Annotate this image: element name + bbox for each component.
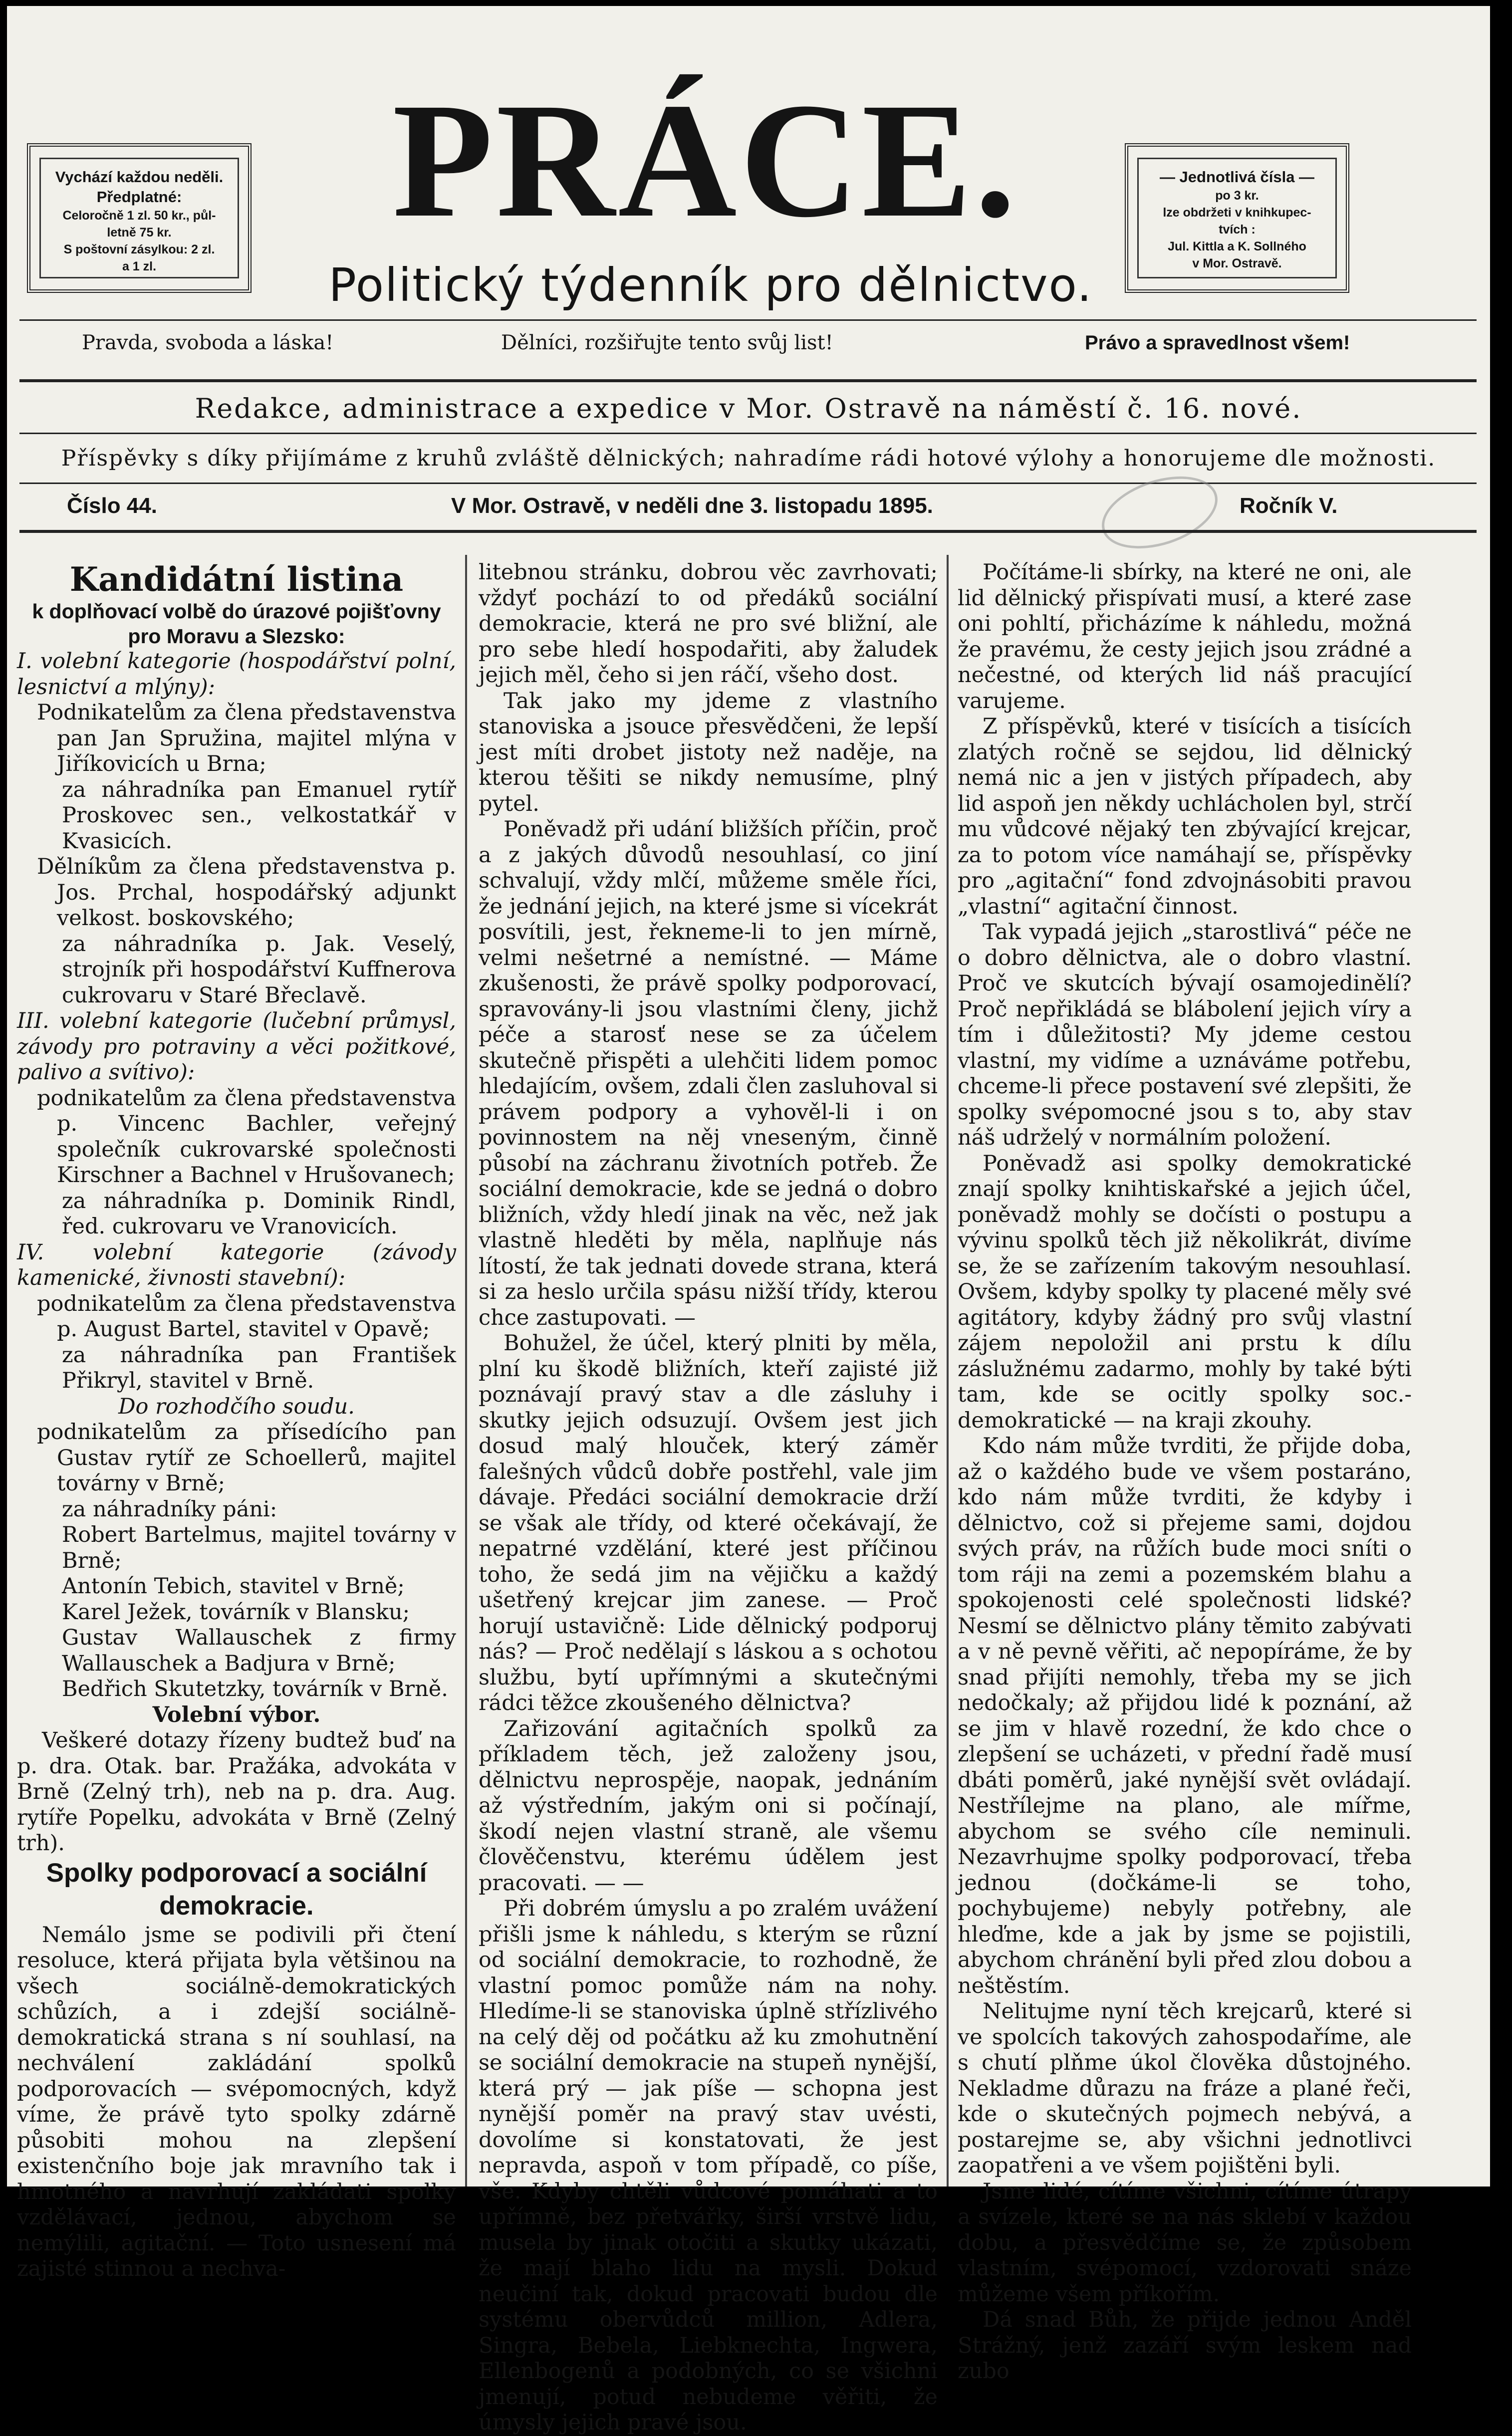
single-issue-line: po 3 kr. [1215,189,1259,203]
single-issue-line: lze obdržeti v knihkupec- [1163,206,1311,220]
category-title: I. volební kategorie (hospodářství polní, lesnictví a mlýny): [17,649,456,700]
subscription-box [27,143,252,293]
candidate-entry: Podnikatelům za člena představenstva pan Jan Spružina, majitel mlýna v Jiříkovicích u Brna; [37,700,456,776]
candidate-entry: za náhradníky páni: [62,1496,277,1522]
contact-note: Veškeré dotazy řízeny budtež buď na p. dra. Otak. bar. Pražáka, advokáta v Brně (Zelný trh), neb na p. dra. Aug. rytíře Popelku, advokáta v Brně (Zelný trh). [17,1728,456,1856]
article-paragraph: Z příspěvků, které v tisících a tisících zlatých ročně se sejdou, lid dělnický nemá nic a jen v jistých případech, aby lid aspoň jen někdy uchlácholen byl, strčí mu vůdcové nějaký ten zbývající krejcar, za to potom více namáhají se, příspěvky pro „agitační“ fond zdvojnásobiti pravou „vlastní“ agitační činnost. [958,714,1412,919]
subscription-line: letně 75 kr. [107,226,172,240]
motto-left: Pravda, svoboda a láska! [82,331,334,354]
article-paragraph: Poněvadž asi spolky demokratické znají spolky knihtiskařské a jejich účel, poněvadž mohly se dočísti o postupu a vývinu spolků těch již několikrát, divíme se, že se zařízením takovým nesouhlasí. Ovšem, kdyby spolky ty placené měly své agitátory, kdyby žádný pro svůj vlastní zájem nepoložil ani prstu k dílu záslužnému zadarmo, mohly by také býti tam, kde se ocitly spolky soc.-demokratické — na kraji zkouhy. [958,1151,1412,1433]
article-paragraph: Tak vypadá jejich „starostlivá“ péče ne o dobro dělnictva, ale o dobro vlastní. Proč ve skutcích bývají osamojedinělí? Proč nepřikládá se blábolení jejich víry a tím i důležitosti? My jdeme cestou vlastní, my vidíme a uznáváme potřebu, chceme-li přece postavení své zlepšiti, že spolky svépomocné jsou s to, aby stav náš udrželý v normálním položení. [958,920,1412,1150]
library-stamp [1093,463,1227,562]
article-paragraph: Tak jako my jdeme z vlastního stanoviska a jsouce přesvědčeni, že lepší jest míti drobet jistoty než naděje, na kterou těšiti se nikdy nemusíme, plný pytel. [479,688,938,816]
article-paragraph: Při dobrém úmyslu a po zralém uvážení přišli jsme k náhledu, s kterým se různí od sociální demokracie, to rozhodně, že vlastní pomoc pomůže nám na nohy. Hledíme-li se stanoviska úplně střízlivého na celý děj od počátku až ku zmohutnění se sociální demokracie na stupeň nynější, která prý — jak píše — schopna jest nynější poměr na pravý stav uvésti, dovolíme si konstatovati, že jest nepravda, aspoň v tom případě, co píše, vše. Kdyby chtěli vůdcové pomáhati a to upřímně, bez přetvářky, širší vrstvě lidu, musela by jinak otočiti a skutky ukázati, že mají blaho lidu na mysli. Dokud neučiní tak, dokud pracovati budou dle systému obervůdců million, Adlera, Singra, Bebela, Liebknechta, Ingwera, Ellenbogenů a podobných, co se všichni jmenují, potud nebudeme věřiti, že úmysly jejich pravé jsou. [479,1896,938,2435]
candidate-list-heading: Kandidátní listina [69,560,404,599]
article-title: Spolky podporovací a sociální demokracie. [46,1858,427,1921]
article-paragraph: Bohužel, že účel, který plniti by měla, plní ku škodě bližních, kteří zajisté již poznávají pravý stav a dle zásluhy i skutky jejich odsuzují. Ovšem jest jich dosud malý hlouček, který záměr falešných vůdců dobře postřehl, vale jim dávaje. Předáci sociální demokracie drží se však ale třídy, od které očekávají, že nepatrné vzdělání, které jest příčinou toho, že sedá jim na vějičku a každý ušetřený krejcar jim zanese. — Proč horují ustavičně: Lide dělnický podporuj nás? — Proč nedělají s láskou a s ochotou službu, bytí upřímnými a skutečnými rádci těžce zkoušeného dělnictva? [479,1331,938,1715]
column-divider [465,555,467,2187]
candidate-entry: za náhradníka pan Emanuel rytíř Proskovec sen., velkostatkář v Kvasicích. [62,777,456,854]
category-title: III. volební kategorie (lučební průmysl, závody pro potraviny a věci požitkové, palivo a svítivo): [17,1008,456,1085]
single-issue-line: — Jednotlivá čísla — [1159,168,1315,186]
candidate-entry: Gustav Wallauschek z firmy Wallauschek a Badjura v Brně; [62,1625,456,1676]
issue-number: Číslo 44. [67,493,157,518]
column-1 [17,560,456,2282]
single-issue-line: v Mor. Ostravě. [1192,256,1282,270]
candidate-entry: Dělníkům za člena představenstva p. Jos. Prchal, hospodářský adjunkt velkost. boskovského; [37,854,456,931]
column-3 [958,560,1412,2385]
masthead-rule [19,530,1477,533]
editorial-address: Redakce, administrace a expedice v Mor. Ostravě na náměstí č. 16. nové. [195,393,1302,424]
motto-right: Právo a spravedlnost všem! [1085,332,1350,354]
candidate-entry: podnikatelům za člena představenstva p. Vincenc Bachler, veřejný společník cukrovarské společnosti Kirschner a Bachnel v Hrušovanech; [37,1085,456,1188]
candidate-entry: Robert Bartelmus, majitel továrny v Brně; [62,1522,456,1573]
subscription-line: S poštovní zásylkou: 2 zl. [63,243,215,256]
subscription-line: a 1 zl. [122,259,157,273]
article-paragraph: Kdo nám může tvrditi, že přijde doba, až o každého bude ve všem postaráno, kdo nám může tvrditi, že kdyby i dělnictvo, což si přejeme sami, dojdou svých práv, na růžích bude moci sníti o tom ráji na zemi a pozemském blahu a spokojenosti celé společnosti lidské? Nesmí se dělnictvo plány těmito zabývati a v ně pevně věřiti, ač nepopíráme, že by snad přijíti nemohly, třeba my se jich nedočkaly; až přijdou lidé k poznání, až se jim v hlavě rozední, že kdo chce o zlepšení se ucházeti, v přední řadě musí dbáti poměrů, jaké nynější svět ovládají. Nestřílejme na plano, ale mířme, abychom se svého cíle neminuli. Nezavrhujme spolky podporovací, třeba jednou (dočkáme-li se toho, pochybujeme) nebyly potřebny, ale hleďme, kde a jak by jsme se pojistili, abychom chránění byli před zlou dobou a neštěstím. [958,1434,1412,1998]
article-paragraph: Jsme lidé, cítíme všichni, cítíme útrapy a svízele, které se na nás sklebí v každou dobu, a přesvědčíme se, že způsobem vlastním, svépomocí, vzdorovati snáze můžeme všem příkořím. [958,2179,1412,2307]
election-committee: Volební výbor. [152,1702,321,1727]
masthead-rule [19,433,1477,434]
motto-center: Dělníci, rozšiřujte tento svůj list! [501,331,833,354]
single-issue-line: tvích : [1219,223,1256,237]
masthead-rule [19,379,1477,382]
newspaper-title: PRÁCE. [392,69,1019,251]
masthead-rule [19,483,1477,484]
newspaper-page [7,6,1490,2435]
subscription-line: Vychází každou neděli. [55,168,224,186]
issue-date: V Mor. Ostravě, v neděli dne 3. listopadu 1895. [451,493,933,518]
column-divider [947,555,949,2187]
column-2 [479,560,938,2436]
candidate-entry: Karel Ježek, továrník v Blansku; [62,1599,410,1625]
article-paragraph: Počítáme-li sbírky, na které ne oni, ale lid dělnický přispívati musí, a které zase oni pohltí, přicházíme k náhledu, možná že pravému, že cesty jejich jsou zrádné a nečestné, od kterých lid náš pracující varujeme. [958,560,1412,714]
single-issue-box [1125,143,1349,293]
candidate-entry: za náhradníka p. Jak. Veselý, strojník při hospodářství Kuffnerova cukrovaru v Staré Břeclavě. [62,931,456,1008]
newspaper-subtitle: Politický týdenník pro dělnictvo. [328,258,1093,312]
candidate-list-subheading: k doplňovací volbě do úrazové pojišťovny pro Moravu a Slezsko: [32,600,441,648]
category-title: IV. volební kategorie (závody kamenické, živnosti stavební): [17,1239,456,1290]
candidate-entry: za náhradníka p. Dominik Rindl, řed. cukrovaru ve Vranovicích. [62,1188,456,1239]
masthead-rule [19,319,1477,321]
subscription-line: Celoročně 1 zl. 50 kr., půl- [62,209,216,223]
candidate-entry: Bedřich Skutetzky, továrník v Brně. [62,1677,448,1702]
article-paragraph: Poněvadž při udání bližších příčin, proč a z jakých důvodů nesouhlasí, co jiní schvalují, vždy mlčí, můžeme směle říci, že jednání jejich, na které jsme si vícekrát posvítili, jest, řekneme-li to jen mírně, velmi nešetrné a nemístné. — Máme zkušenosti, že právě spolky podporovací, spravovány-li jsou vlastními členy, jichž péče a starosť nese se za účelem skutečně přispěti a ulehčiti lidem pomoc hledajícím, ovšem, zdali člen zasluhoval si právem podpory a vyhověl-li i on povinnostem na něj vneseným, činně působí na záchranu životních potřeb. Že sociální demokracie, kde se jedná o dobro bližních, vždy hledí jinak na věc, než jak vlastně hleděti by měla, naplňuje nás lítostí, že tak jednati dovede strana, která si za heslo určila spásu nižší třídy, kterou chce zastupovati. — [479,817,938,1330]
court-title: Do rozhodčího soudu. [118,1394,355,1419]
volume-number: Ročník V. [1240,493,1338,518]
article-paragraph: litebnou stránku, dobrou věc zavrhovati; vždyť pochází to od předáků sociální demokracie, která ne pro své bližní, ale pro sebe hledí hospodařiti, aby žaludek jejich měl, čeho si jen ráčí, všeho dost. [479,560,938,688]
subscription-line: Předplatné: [96,188,182,206]
candidate-entry: Antonín Tebich, stavitel v Brně; [62,1574,405,1599]
masthead [7,6,1490,547]
article-paragraph: Nemálo jsme se podivili při čtení resoluce, která přijata byla většinou na všech sociálně-demokratických schůzích, a i zdejší sociálně-demokratická strana s ní souhlasí, na nechválení zakládání spolků podporovacích — svépomocných, když víme, že právě tyto spolky zdárně působiti mohou na zlepšení existenčního boje jak mravního tak i hmotného a navrhují zakládati spolky vzdělávací, jednou, abychom se nemýlili, agitační. — Toto usnesení má zajisté stinnou a nechva- [17,1922,456,2281]
candidate-entry: podnikatelům za přísedícího pan Gustav rytíř ze Schoellerů, majitel továrny v Brně; [37,1420,456,1496]
candidate-entry: podnikatelům za člena představenstva p. August Bartel, stavitel v Opavě; [37,1291,456,1342]
candidate-entry: za náhradníka pan František Přikryl, stavitel v Brně. [62,1342,456,1393]
article-paragraph: Nelitujme nyní těch krejcarů, které si ve spolcích takových zahospodaříme, ale s chutí plňme úkol člověka důstojného. Nekladme důrazu na fráze a plané řeči, kde o skutečných pojmech nebývá, a postarejme se, aby všichni jednotlivci zaopatřeni a ve všem pojištěni byli. [958,1999,1412,2178]
single-issue-line: Jul. Kittla a K. Sollného [1168,240,1306,253]
article-paragraph: Zařizování agitačních spolků za příkladem těch, jež založeny jsou, dělnictvu neprospěje, naopak, jednáním až výstředním, jakým oni si počínají, škodí nejen vlastní straně, ale všemu člověčenstvu, kterému údělem jest pracovati. — — [479,1716,938,1896]
contributions-note: Příspěvky s díky přijímáme z kruhů zvláště dělnických; nahradíme rádi hotové výlohy a honorujeme dle možnosti. [61,446,1436,471]
article-paragraph: Dá snad Bůh, že přijde jednou Anděl Strážný, jenž zazáří svým leskem nad zubo [958,2307,1412,2384]
